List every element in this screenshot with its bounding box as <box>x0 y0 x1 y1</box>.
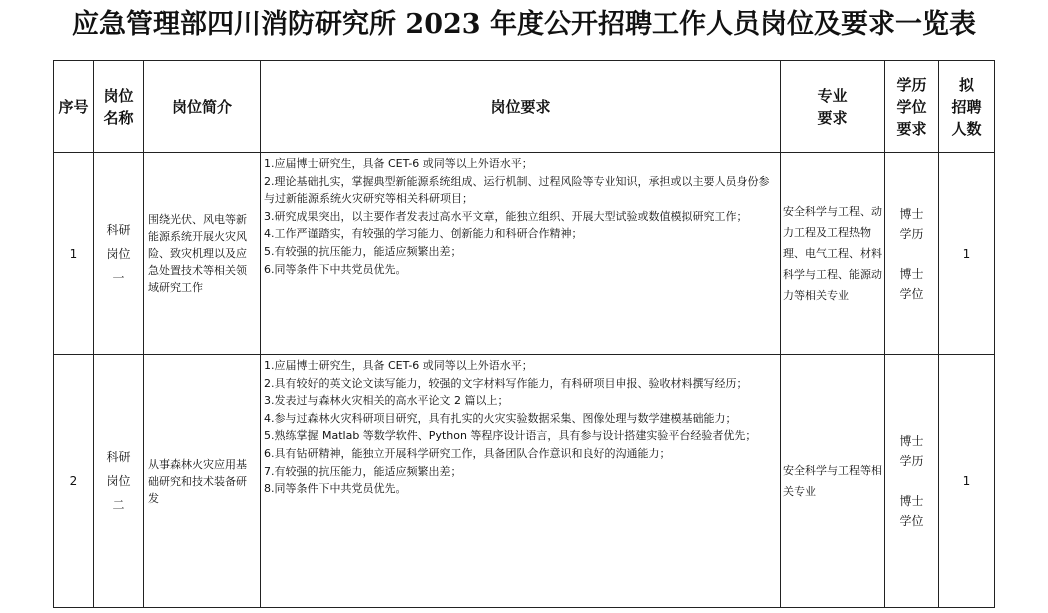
table-row <box>54 355 995 608</box>
row-position-name: 科研 岗位 二 <box>94 355 144 608</box>
row-major: 安全科学与工程等相关专业 <box>781 355 885 608</box>
row-education: 博士 学历 博士 学位 <box>885 355 939 608</box>
requirement-item: 6.同等条件下中共党员优先。 <box>264 262 407 276</box>
row-position-name: 科研 岗位 一 <box>94 153 144 355</box>
row-recruit-count: 1 <box>939 153 995 355</box>
row-education: 博士 学历 博士 学位 <box>885 153 939 355</box>
row-recruit-count: 1 <box>939 355 995 608</box>
requirement-item: 6.具有钻研精神，能独立开展科学研究工作，具备团队合作意识和良好的沟通能力； <box>264 446 671 460</box>
requirement-item: 1.应届博士研究生，具备 CET-6 或同等以上外语水平； <box>264 157 533 170</box>
row-requirements <box>261 355 781 608</box>
positions-table <box>53 60 995 608</box>
header-position-intro: 岗位简介 <box>144 61 261 153</box>
requirement-item: 4.工作严谨踏实，有较强的学习能力、创新能力和科研合作精神； <box>264 227 583 241</box>
row-requirements <box>261 153 781 355</box>
requirement-item: 1.应届博士研究生，具备 CET-6 或同等以上外语水平； <box>264 359 533 372</box>
requirement-item: 4.参与过森林火灾科研项目研究，具有扎实的火灾实验数据采集、图像处理与数学建模基础能力； <box>264 411 737 425</box>
header-recruit-count: 拟 招聘 人数 <box>939 61 995 153</box>
table-header-row <box>54 61 995 153</box>
requirement-item: 5.有较强的抗压能力，能适应频繁出差； <box>264 244 462 258</box>
header-major: 专业 要求 <box>781 61 885 153</box>
requirement-item: 8.同等条件下中共党员优先。 <box>264 482 407 496</box>
row-major: 安全科学与工程、动力工程及工程热物理、电气工程、材料科学与工程、能源动力等相关专业 <box>781 153 885 355</box>
row-seq: 2 <box>54 355 94 608</box>
requirement-item: 2.理论基础扎实，掌握典型新能源系统组成、运行机制、过程风险等专业知识，承担或以主要人员身份参与过新能源系统火灾研究等相关科研项目； <box>264 174 770 206</box>
requirement-item: 3.研究成果突出，以主要作者发表过高水平文章，能独立组织、开展大型试验或数值模拟研究工作； <box>264 209 748 223</box>
header-education: 学历 学位 要求 <box>885 61 939 153</box>
row-position-intro: 围绕光伏、风电等新能源系统开展火灾风险、致灾机理以及应急处置技术等相关领域研究工作 <box>144 153 261 355</box>
requirement-item: 2.具有较好的英文论文读写能力，较强的文字材料写作能力，有科研项目申报、验收材料撰写经历； <box>264 376 748 390</box>
requirement-item: 5.熟练掌握 Matlab 等数学软件、Python 等程序设计语言，具有参与设计搭建实验平台经验者优先； <box>264 429 757 443</box>
row-seq: 1 <box>54 153 94 355</box>
header-position-name: 岗位 名称 <box>94 61 144 153</box>
requirement-item: 7.有较强的抗压能力，能适应频繁出差； <box>264 464 462 478</box>
header-seq: 序号 <box>54 61 94 153</box>
row-position-intro: 从事森林火灾应用基础研究和技术装备研发 <box>144 355 261 608</box>
document-title: 应急管理部四川消防研究所 2023 年度公开招聘工作人员岗位及要求一览表 <box>72 9 976 40</box>
header-requirements: 岗位要求 <box>261 61 781 153</box>
table-row <box>54 153 995 355</box>
requirement-item: 3.发表过与森林火灾相关的高水平论文 2 篇以上； <box>264 394 509 408</box>
